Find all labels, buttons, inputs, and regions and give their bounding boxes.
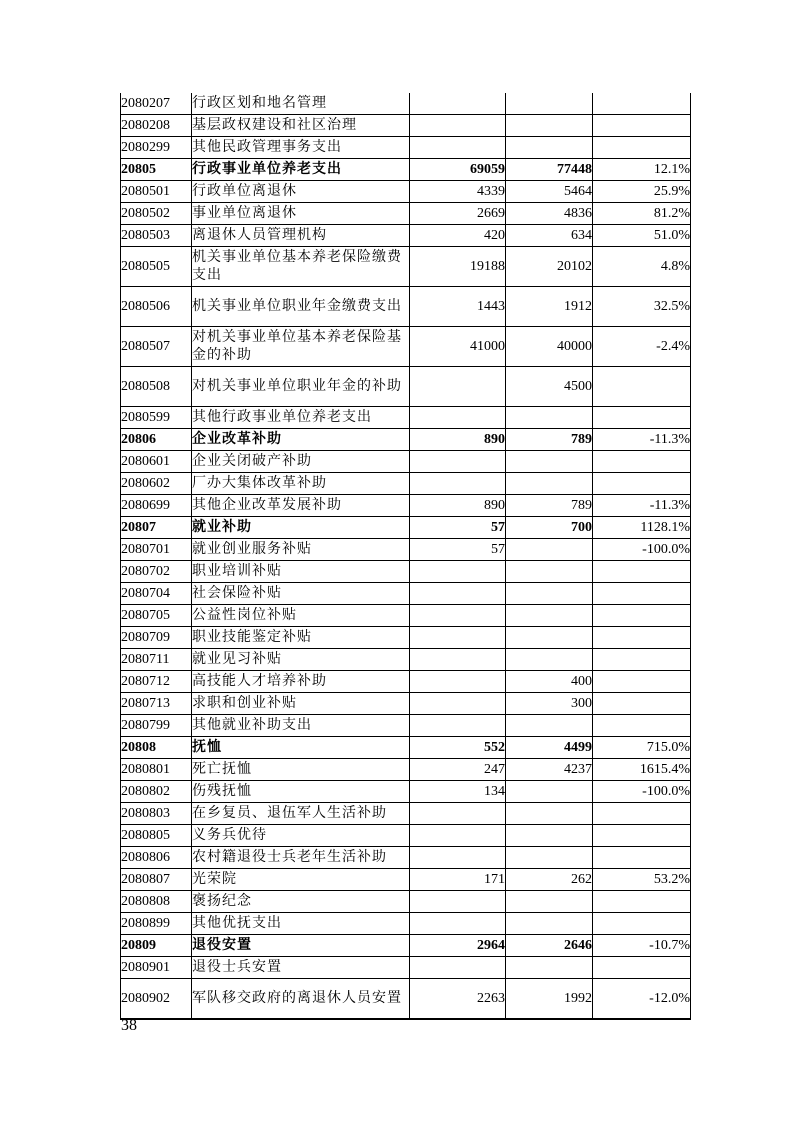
amount-2-cell: 4836 (506, 203, 593, 225)
function-name-cell: 军队移交政府的离退休人员安置 (192, 979, 410, 1020)
function-code-cell: 2080702 (121, 561, 192, 583)
function-code-cell: 2080502 (121, 203, 192, 225)
change-percent-cell: -11.3% (593, 495, 691, 517)
function-name-cell: 就业见习补贴 (192, 649, 410, 671)
amount-1-cell: 171 (410, 869, 506, 891)
function-code-cell: 2080701 (121, 539, 192, 561)
function-code-cell: 2080508 (121, 367, 192, 407)
function-name-cell: 就业创业服务补贴 (192, 539, 410, 561)
function-code-cell: 20807 (121, 517, 192, 539)
change-percent-cell (593, 847, 691, 869)
table-row (121, 247, 691, 287)
amount-1-cell (410, 715, 506, 737)
function-code-cell: 2080807 (121, 869, 192, 891)
table-row (121, 869, 691, 891)
function-code-cell: 2080803 (121, 803, 192, 825)
amount-1-cell (410, 583, 506, 605)
function-name-cell: 退役士兵安置 (192, 957, 410, 979)
amount-1-cell (410, 473, 506, 495)
amount-1-cell (410, 605, 506, 627)
change-percent-cell (593, 825, 691, 847)
table-row (121, 561, 691, 583)
change-percent-cell (593, 583, 691, 605)
function-name-cell: 伤残抚恤 (192, 781, 410, 803)
function-code-cell: 2080802 (121, 781, 192, 803)
table-row (121, 367, 691, 407)
change-percent-cell (593, 957, 691, 979)
function-name-cell: 职业技能鉴定补贴 (192, 627, 410, 649)
amount-2-cell: 400 (506, 671, 593, 693)
amount-1-cell (410, 847, 506, 869)
function-name-cell: 退役安置 (192, 935, 410, 957)
amount-1-cell (410, 913, 506, 935)
function-name-cell: 行政事业单位养老支出 (192, 159, 410, 181)
table-row (121, 891, 691, 913)
change-percent-cell: -10.7% (593, 935, 691, 957)
amount-2-cell: 700 (506, 517, 593, 539)
table-row (121, 803, 691, 825)
table-row (121, 137, 691, 159)
amount-1-cell (410, 451, 506, 473)
amount-1-cell: 57 (410, 517, 506, 539)
table-row (121, 825, 691, 847)
amount-2-cell (506, 93, 593, 115)
function-code-cell: 2080699 (121, 495, 192, 517)
table-row (121, 473, 691, 495)
table-row (121, 451, 691, 473)
amount-2-cell: 1912 (506, 287, 593, 327)
amount-2-cell (506, 957, 593, 979)
amount-1-cell: 1443 (410, 287, 506, 327)
function-code-cell: 20808 (121, 737, 192, 759)
function-name-cell: 就业补助 (192, 517, 410, 539)
amount-1-cell (410, 957, 506, 979)
table-row (121, 93, 691, 115)
function-code-cell: 2080901 (121, 957, 192, 979)
table-row (121, 847, 691, 869)
function-code-cell: 2080713 (121, 693, 192, 715)
change-percent-cell (593, 473, 691, 495)
change-percent-cell: 53.2% (593, 869, 691, 891)
function-code-cell: 2080705 (121, 605, 192, 627)
change-percent-cell: 1128.1% (593, 517, 691, 539)
change-percent-cell (593, 367, 691, 407)
function-code-cell: 2080805 (121, 825, 192, 847)
amount-1-cell (410, 407, 506, 429)
change-percent-cell: 32.5% (593, 287, 691, 327)
amount-1-cell: 57 (410, 539, 506, 561)
table-row (121, 913, 691, 935)
table-row (121, 203, 691, 225)
function-name-cell: 离退休人员管理机构 (192, 225, 410, 247)
table-row (121, 671, 691, 693)
amount-2-cell (506, 473, 593, 495)
table-row (121, 407, 691, 429)
change-percent-cell: 1615.4% (593, 759, 691, 781)
change-percent-cell (593, 803, 691, 825)
amount-1-cell: 890 (410, 495, 506, 517)
function-name-cell: 其他民政管理事务支出 (192, 137, 410, 159)
amount-2-cell (506, 781, 593, 803)
change-percent-cell: -100.0% (593, 539, 691, 561)
amount-2-cell (506, 891, 593, 913)
function-name-cell: 行政单位离退休 (192, 181, 410, 203)
table-row (121, 649, 691, 671)
function-code-cell: 2080808 (121, 891, 192, 913)
function-code-cell: 2080601 (121, 451, 192, 473)
change-percent-cell (593, 137, 691, 159)
amount-2-cell (506, 539, 593, 561)
table-row (121, 429, 691, 451)
function-name-cell: 在乡复员、退伍军人生活补助 (192, 803, 410, 825)
change-percent-cell (593, 693, 691, 715)
amount-2-cell: 634 (506, 225, 593, 247)
budget-table-body (121, 93, 691, 1019)
change-percent-cell (593, 715, 691, 737)
amount-1-cell (410, 825, 506, 847)
function-name-cell: 社会保险补贴 (192, 583, 410, 605)
table-row (121, 181, 691, 203)
amount-2-cell (506, 803, 593, 825)
amount-2-cell: 2646 (506, 935, 593, 957)
amount-2-cell: 262 (506, 869, 593, 891)
amount-1-cell (410, 627, 506, 649)
change-percent-cell (593, 649, 691, 671)
table-row (121, 979, 691, 1020)
amount-2-cell: 4500 (506, 367, 593, 407)
table-row (121, 715, 691, 737)
function-name-cell: 对机关事业单位基本养老保险基金的补助 (192, 327, 410, 367)
table-row (121, 495, 691, 517)
amount-1-cell (410, 891, 506, 913)
change-percent-cell (593, 407, 691, 429)
function-name-cell: 其他企业改革发展补助 (192, 495, 410, 517)
change-percent-cell (593, 93, 691, 115)
change-percent-cell (593, 605, 691, 627)
amount-2-cell (506, 407, 593, 429)
amount-1-cell: 247 (410, 759, 506, 781)
amount-2-cell: 300 (506, 693, 593, 715)
function-code-cell: 2080503 (121, 225, 192, 247)
amount-1-cell (410, 115, 506, 137)
function-name-cell: 抚恤 (192, 737, 410, 759)
function-code-cell: 2080899 (121, 913, 192, 935)
function-name-cell: 企业改革补助 (192, 429, 410, 451)
amount-2-cell: 789 (506, 495, 593, 517)
amount-2-cell (506, 825, 593, 847)
table-row (121, 159, 691, 181)
function-code-cell: 2080599 (121, 407, 192, 429)
amount-2-cell: 40000 (506, 327, 593, 367)
amount-2-cell: 4499 (506, 737, 593, 759)
function-name-cell: 其他优抚支出 (192, 913, 410, 935)
amount-1-cell: 41000 (410, 327, 506, 367)
amount-2-cell: 1992 (506, 979, 593, 1020)
table-row (121, 287, 691, 327)
change-percent-cell (593, 451, 691, 473)
function-code-cell: 2080507 (121, 327, 192, 367)
amount-2-cell (506, 913, 593, 935)
change-percent-cell: -12.0% (593, 979, 691, 1020)
function-name-cell: 其他就业补助支出 (192, 715, 410, 737)
budget-table (120, 93, 691, 1020)
function-name-cell: 行政区划和地名管理 (192, 93, 410, 115)
function-name-cell: 光荣院 (192, 869, 410, 891)
amount-1-cell (410, 649, 506, 671)
amount-1-cell (410, 93, 506, 115)
table-row (121, 517, 691, 539)
amount-1-cell: 4339 (410, 181, 506, 203)
amount-2-cell (506, 561, 593, 583)
function-name-cell: 褒扬纪念 (192, 891, 410, 913)
function-name-cell: 机关事业单位基本养老保险缴费支出 (192, 247, 410, 287)
amount-1-cell (410, 671, 506, 693)
table-row (121, 693, 691, 715)
amount-2-cell: 4237 (506, 759, 593, 781)
function-name-cell: 企业关闭破产补助 (192, 451, 410, 473)
table-row (121, 781, 691, 803)
function-name-cell: 职业培训补贴 (192, 561, 410, 583)
change-percent-cell (593, 671, 691, 693)
table-row (121, 957, 691, 979)
amount-1-cell (410, 803, 506, 825)
function-name-cell: 事业单位离退休 (192, 203, 410, 225)
change-percent-cell (593, 561, 691, 583)
change-percent-cell: 81.2% (593, 203, 691, 225)
function-code-cell: 2080704 (121, 583, 192, 605)
table-row (121, 539, 691, 561)
amount-2-cell (506, 847, 593, 869)
table-row (121, 627, 691, 649)
page-number: 38 (121, 1017, 137, 1034)
amount-1-cell (410, 561, 506, 583)
table-row (121, 759, 691, 781)
amount-2-cell (506, 451, 593, 473)
amount-2-cell: 20102 (506, 247, 593, 287)
change-percent-cell (593, 913, 691, 935)
change-percent-cell: -11.3% (593, 429, 691, 451)
function-name-cell: 公益性岗位补贴 (192, 605, 410, 627)
function-name-cell: 对机关事业单位职业年金的补助 (192, 367, 410, 407)
amount-2-cell: 5464 (506, 181, 593, 203)
amount-2-cell (506, 715, 593, 737)
function-code-cell: 2080207 (121, 93, 192, 115)
function-code-cell: 2080602 (121, 473, 192, 495)
function-code-cell: 20805 (121, 159, 192, 181)
function-code-cell: 20809 (121, 935, 192, 957)
amount-2-cell (506, 605, 593, 627)
function-code-cell: 2080712 (121, 671, 192, 693)
change-percent-cell (593, 115, 691, 137)
change-percent-cell: 12.1% (593, 159, 691, 181)
table-row (121, 327, 691, 367)
amount-1-cell: 890 (410, 429, 506, 451)
amount-2-cell (506, 115, 593, 137)
amount-1-cell (410, 367, 506, 407)
change-percent-cell (593, 891, 691, 913)
function-name-cell: 基层政权建设和社区治理 (192, 115, 410, 137)
amount-1-cell: 2669 (410, 203, 506, 225)
function-code-cell: 2080501 (121, 181, 192, 203)
change-percent-cell: 25.9% (593, 181, 691, 203)
function-code-cell: 2080505 (121, 247, 192, 287)
amount-1-cell: 19188 (410, 247, 506, 287)
amount-2-cell (506, 137, 593, 159)
table-row (121, 605, 691, 627)
function-code-cell: 2080709 (121, 627, 192, 649)
change-percent-cell (593, 627, 691, 649)
table-row (121, 583, 691, 605)
change-percent-cell: 715.0% (593, 737, 691, 759)
amount-1-cell: 134 (410, 781, 506, 803)
function-name-cell: 农村籍退役士兵老年生活补助 (192, 847, 410, 869)
function-name-cell: 机关事业单位职业年金缴费支出 (192, 287, 410, 327)
function-code-cell: 2080506 (121, 287, 192, 327)
change-percent-cell: 51.0% (593, 225, 691, 247)
change-percent-cell: -2.4% (593, 327, 691, 367)
change-percent-cell: -100.0% (593, 781, 691, 803)
table-row (121, 737, 691, 759)
amount-1-cell: 552 (410, 737, 506, 759)
amount-1-cell: 2964 (410, 935, 506, 957)
function-name-cell: 厂办大集体改革补助 (192, 473, 410, 495)
amount-1-cell: 69059 (410, 159, 506, 181)
amount-1-cell (410, 693, 506, 715)
function-code-cell: 2080208 (121, 115, 192, 137)
function-name-cell: 其他行政事业单位养老支出 (192, 407, 410, 429)
amount-1-cell: 2263 (410, 979, 506, 1020)
change-percent-cell: 4.8% (593, 247, 691, 287)
table-row (121, 935, 691, 957)
function-code-cell: 2080299 (121, 137, 192, 159)
function-name-cell: 义务兵优待 (192, 825, 410, 847)
function-code-cell: 2080902 (121, 979, 192, 1020)
function-code-cell: 20806 (121, 429, 192, 451)
table-row (121, 115, 691, 137)
function-code-cell: 2080801 (121, 759, 192, 781)
amount-1-cell (410, 137, 506, 159)
function-name-cell: 高技能人才培养补助 (192, 671, 410, 693)
function-code-cell: 2080806 (121, 847, 192, 869)
function-name-cell: 求职和创业补贴 (192, 693, 410, 715)
amount-1-cell: 420 (410, 225, 506, 247)
amount-2-cell: 789 (506, 429, 593, 451)
amount-2-cell (506, 649, 593, 671)
amount-2-cell: 77448 (506, 159, 593, 181)
amount-2-cell (506, 583, 593, 605)
function-name-cell: 死亡抚恤 (192, 759, 410, 781)
function-code-cell: 2080711 (121, 649, 192, 671)
amount-2-cell (506, 627, 593, 649)
function-code-cell: 2080799 (121, 715, 192, 737)
table-row (121, 225, 691, 247)
